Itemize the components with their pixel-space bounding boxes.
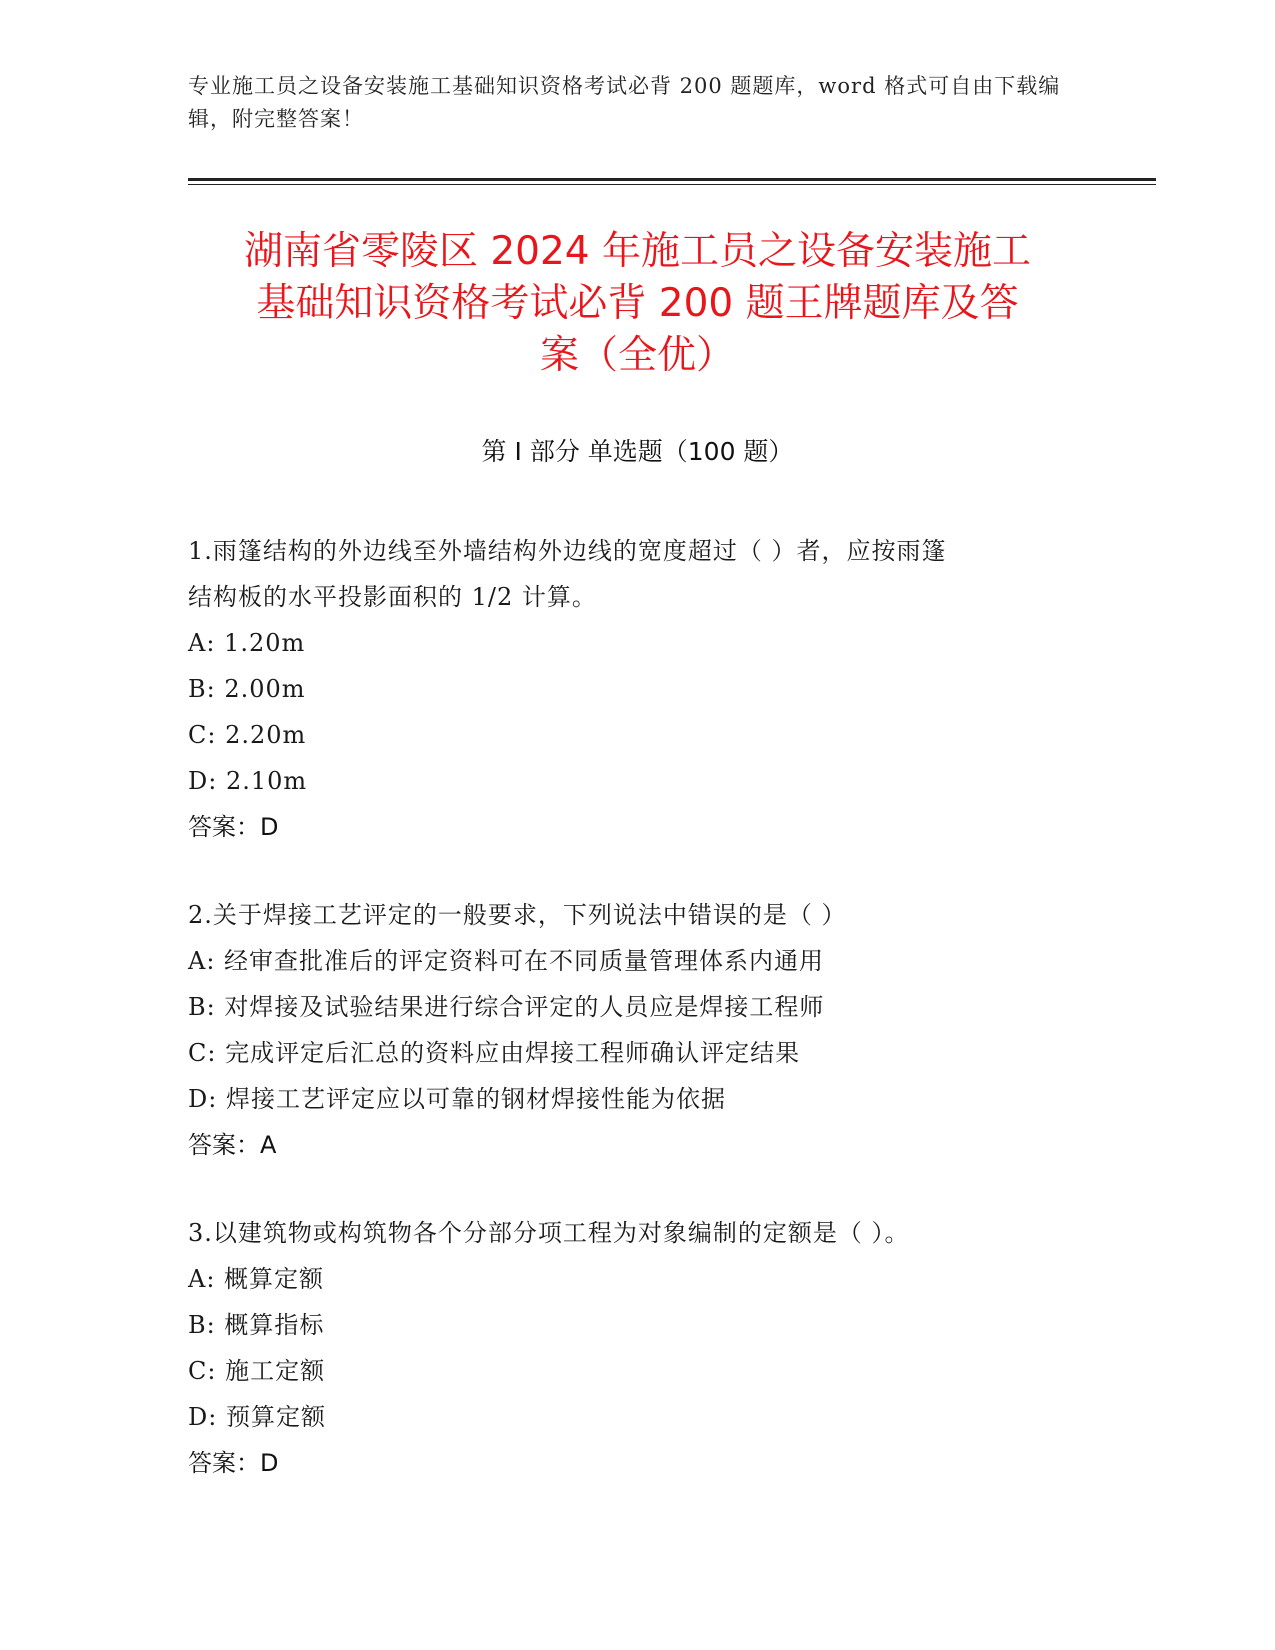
option-c: C: 2.20m xyxy=(188,721,307,749)
answer-key: 答案：D xyxy=(188,813,279,841)
option-d: D: 焊接工艺评定应以可靠的钢材焊接性能为依据 xyxy=(188,1085,726,1113)
header-note: 专业施工员之设备安装施工基础知识资格考试必背 200 题题库，word 格式可自由下载编辑，附完整答案！ xyxy=(188,74,1061,131)
option-a: A: 1.20m xyxy=(188,629,306,657)
option-a: A: 经审查批准后的评定资料可在不同质量管理体系内通用 xyxy=(188,947,825,975)
header-divider-thick xyxy=(188,178,1156,181)
option-b: B: 对焊接及试验结果进行综合评定的人员应是焊接工程师 xyxy=(188,993,825,1021)
document-title-line-2: 基础知识资格考试必背 200 题王牌题库及答 xyxy=(256,281,1019,326)
document-title xyxy=(150,226,1125,382)
option-a: A: 概算定额 xyxy=(188,1265,325,1293)
option-b: B: 概算指标 xyxy=(188,1311,325,1339)
option-d: D: 预算定额 xyxy=(188,1403,326,1431)
document-title-line-3: 案（全优） xyxy=(539,333,735,378)
answer-key: 答案：A xyxy=(188,1131,277,1159)
document-title-line-1: 湖南省零陵区 2024 年施工员之设备安装施工 xyxy=(243,229,1032,274)
option-b: B: 2.00m xyxy=(188,675,306,703)
option-d: D: 2.10m xyxy=(188,767,308,795)
question-item xyxy=(188,528,1088,850)
question-stem: 2.关于焊接工艺评定的一般要求，下列说法中错误的是（ ） xyxy=(188,901,847,929)
answer-key: 答案：D xyxy=(188,1449,279,1477)
question-stem: 1.雨篷结构的外边线至外墙结构外边线的宽度超过（ ）者，应按雨篷 xyxy=(188,537,947,565)
option-c: C: 施工定额 xyxy=(188,1357,326,1385)
option-c: C: 完成评定后汇总的资料应由焊接工程师确认评定结果 xyxy=(188,1039,801,1067)
question-list xyxy=(188,528,1088,1528)
section-title: 第 I 部分 单选题（100 题） xyxy=(481,437,794,466)
question-item xyxy=(188,892,1088,1168)
question-stem: 3.以建筑物或构筑物各个分部分项工程为对象编制的定额是（ ）。 xyxy=(188,1219,910,1247)
question-item xyxy=(188,1210,1088,1486)
header-divider-thin xyxy=(188,184,1156,185)
question-stem-continued: 结构板的水平投影面积的 1/2 计算。 xyxy=(188,583,597,611)
